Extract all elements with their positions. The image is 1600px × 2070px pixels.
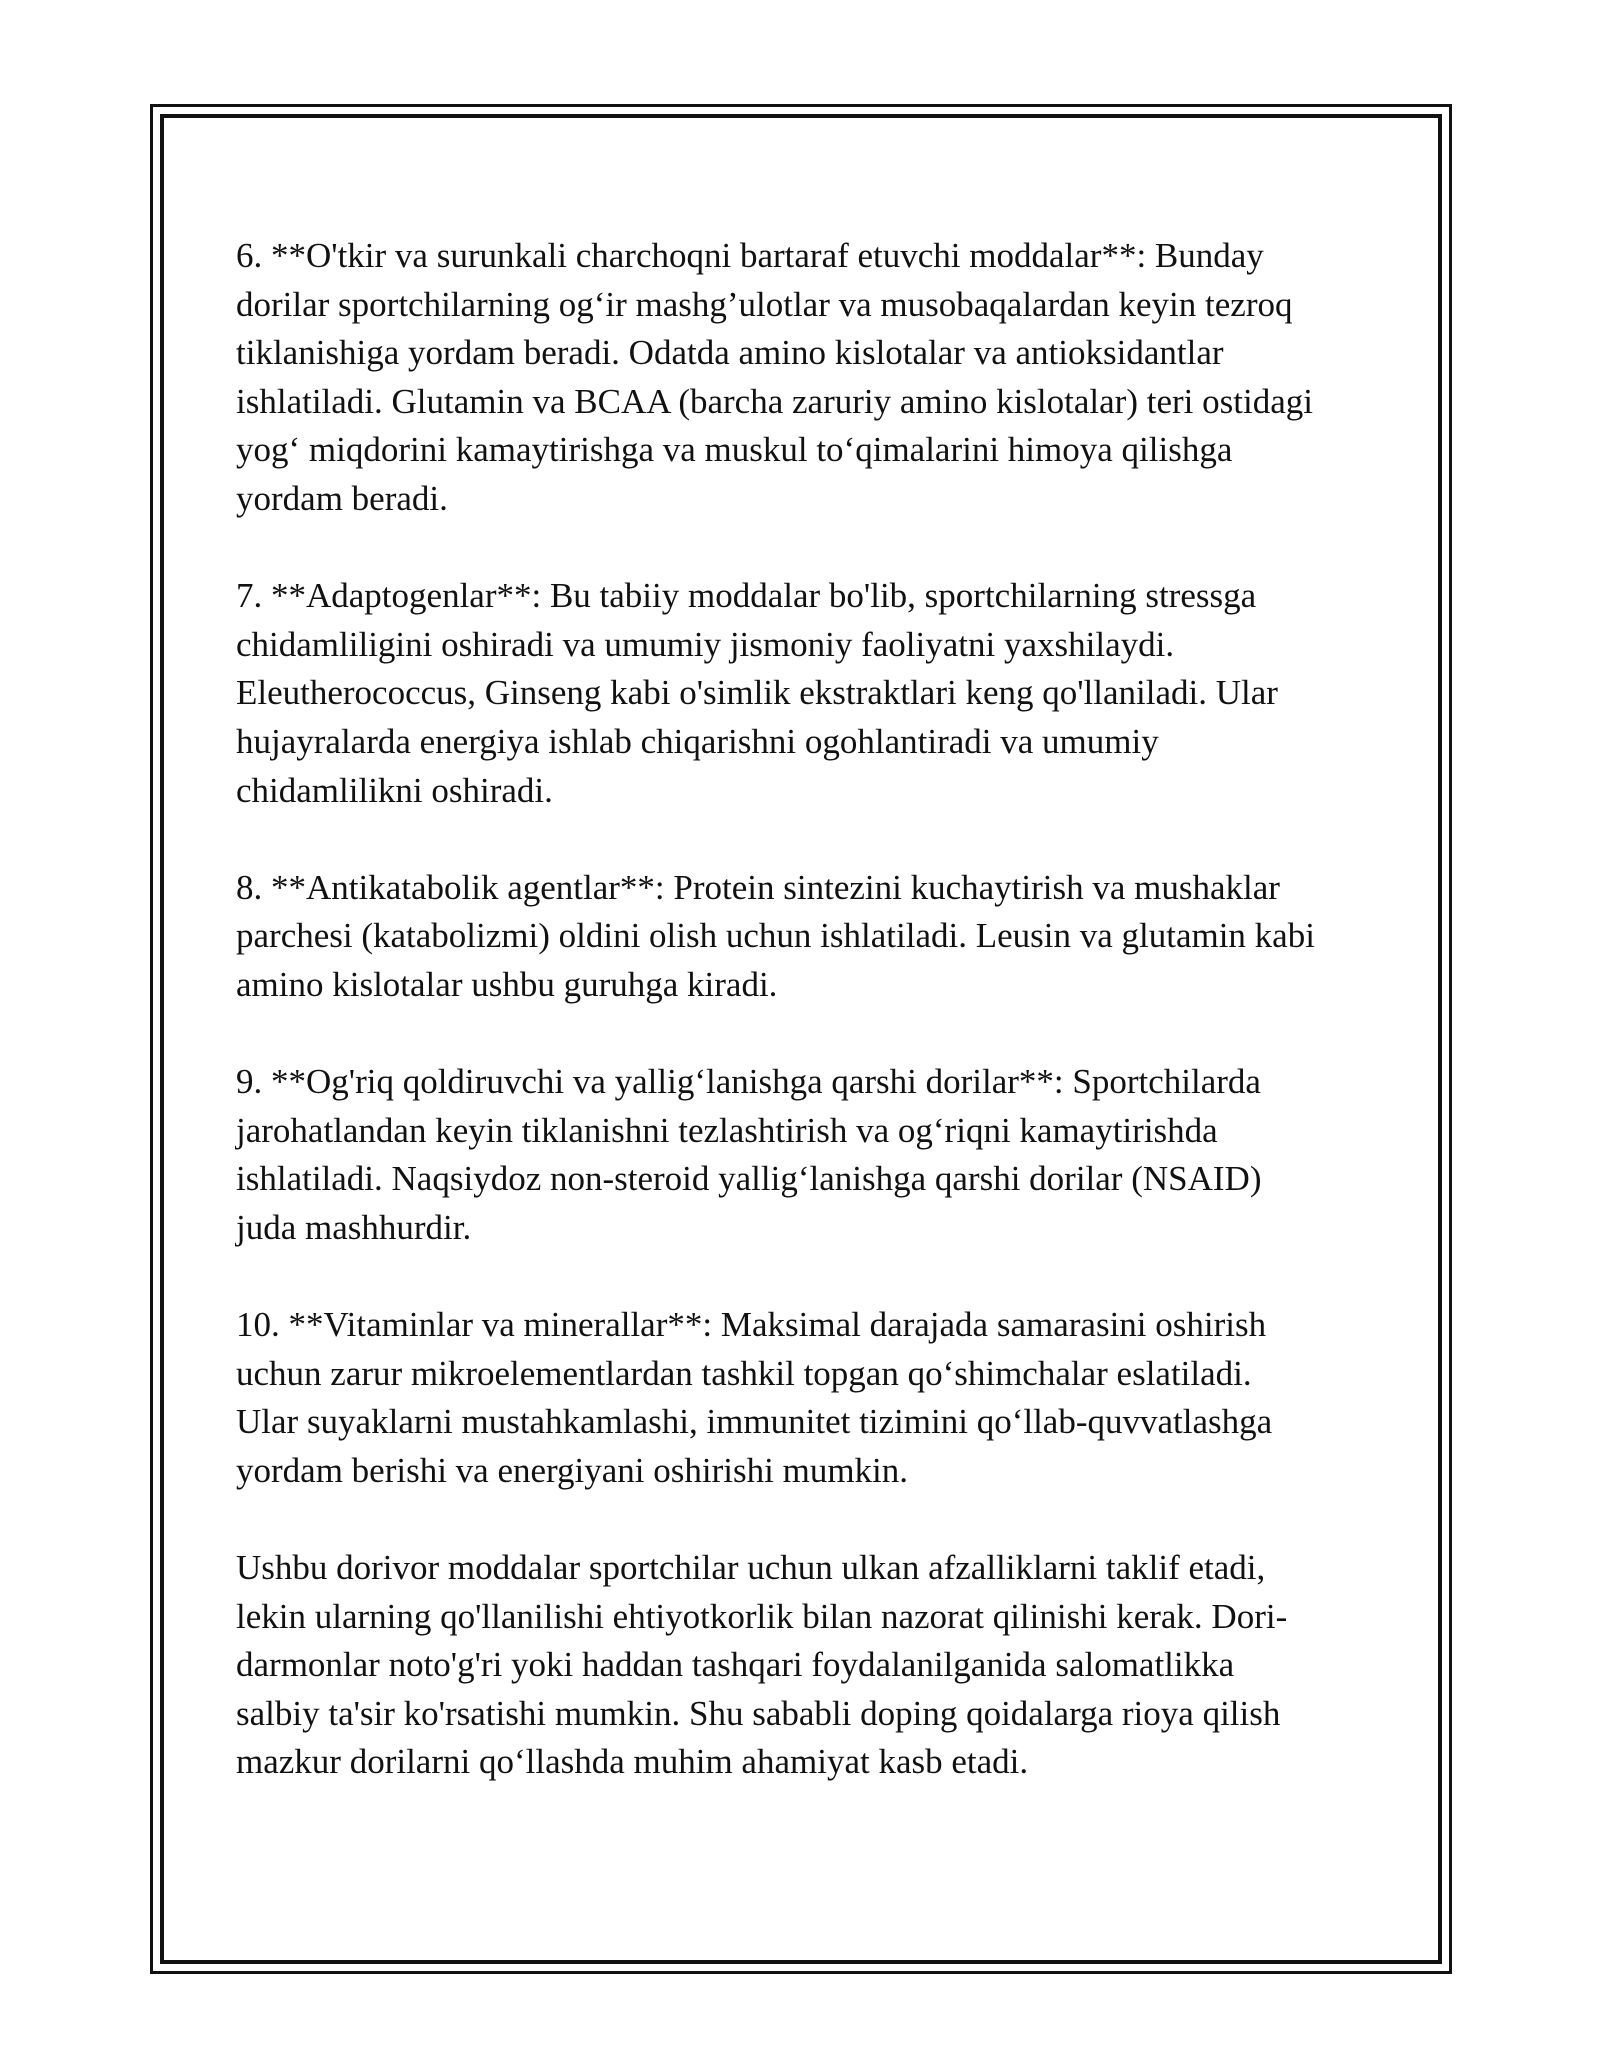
document-body: [236, 232, 1386, 1836]
paragraph-item-8: 8. **Antikatabolik agentlar**: Protein sintezini kuchaytirish va mushaklar parchesi (katabolizmi) oldini olish uchun ishlatiladi. Leusin va glutamin kabi amino kislotalar ushbu guruhga kiradi.: [236, 867, 1315, 1004]
paragraph-item-10: 10. **Vitaminlar va minerallar**: Maksimal darajada samarasini oshirish uchun zarur mikroelementlardan tashkil topgan qo‘shimchalar eslatiladi. Ular suyaklarni mustahkamlashi, immunitet tizimini qo‘llab-quvvatlashga yordam berishi va energiyani oshirishi mumkin.: [236, 1305, 1273, 1490]
paragraph-item-6: 6. **O'tkir va surunkali charchoqni bartaraf etuvchi moddalar**: Bunday dorilar sportchilarning og‘ir mashg’ulotlar va musobaqalardan keyin tezroq tiklanishiga yordam beradi. Odatda amino kislotalar va antioksidantlar ishlatiladi. Glutamin va BCAA (barcha zaruriy amino kislotalar) teri ostidagi yog‘ miqdorini kamaytirishga va muskul to‘qimalarini himoya qilishga yordam beradi.: [236, 236, 1313, 518]
paragraph-item-7: 7. **Adaptogenlar**: Bu tabiiy moddalar bo'lib, sportchilarning stressga chidamliligini oshiradi va umumiy jismoniy faoliyatni yaxshilaydi. Eleutherococcus, Ginseng kabi o'simlik ekstraktlari keng qo'llaniladi. Ular hujayralarda energiya ishlab chiqarishni ogohlantiradi va umumiy chidamlilikni oshiradi.: [236, 576, 1278, 810]
paragraph-item-9: 9. **Og'riq qoldiruvchi va yallig‘lanishga qarshi dorilar**: Sportchilarda jarohatlandan keyin tiklanishni tezlashtirish va og‘riqni kamaytirishda ishlatiladi. Naqsiydoz non-steroid yallig‘lanishga qarshi dorilar (NSAID) juda mashhurdir.: [236, 1062, 1262, 1247]
paragraph-conclusion: Ushbu dorivor moddalar sportchilar uchun ulkan afzalliklarni taklif etadi, lekin ularning qo'llanilishi ehtiyotkorlik bilan nazorat qilinishi kerak. Dori- darmonlar noto'g'ri yoki haddan tashqari foydalanilganida salomatlikka salbiy ta'sir ko'rsatishi mumkin. Shu sababli doping qoidalarga rioya qilish mazkur dorilarni qo‘llashda muhim ahamiyat kasb etadi.: [236, 1548, 1288, 1782]
